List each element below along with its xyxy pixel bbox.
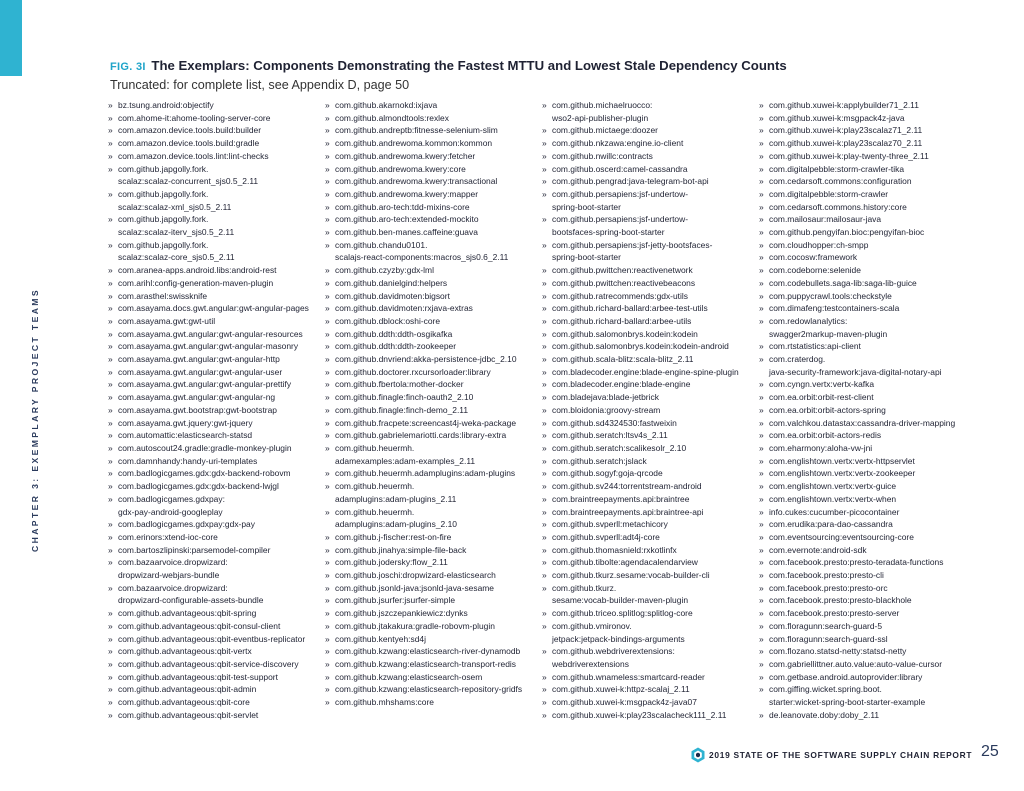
list-item: » com.github.webdriverextensions: webdriverextensions <box>542 645 759 670</box>
list-item: » com.badlogicgames.gdxpay: gdx-pay-android-googleplay <box>108 493 325 518</box>
list-item: » com.mailosaur:mailosaur-java <box>759 213 976 226</box>
list-item: » com.asayama.gwt.bootstrap:gwt-bootstrap <box>108 404 325 417</box>
list-item: » com.github.nwillc:contracts <box>542 150 759 163</box>
report-name: 2019 STATE OF THE SOFTWARE SUPPLY CHAIN REPORT <box>709 750 973 760</box>
list-item: » com.github.chandu0101. scalajs-react-components:macros_sjs0.6_2.11 <box>325 239 542 264</box>
list-item: » com.github.jtakakura:gradle-robovm-plugin <box>325 620 542 633</box>
list-item: » com.github.xuwei-k:applybuilder71_2.11 <box>759 99 976 112</box>
list-item: » com.asayama.gwt.angular:gwt-angular-masonry <box>108 340 325 353</box>
list-item: » com.github.kzwang:elasticsearch-transport-redis <box>325 658 542 671</box>
list-item: » com.ahome-it:ahome-tooling-server-core <box>108 112 325 125</box>
list-item: » com.github.advantageous:qbit-spring <box>108 607 325 620</box>
list-item: » com.github.thomasnield:rxkotlinfx <box>542 544 759 557</box>
list-item: » com.github.davidmoten:rxjava-extras <box>325 302 542 315</box>
list-item: » com.github.vmironov. jetpack:jetpack-bindings-arguments <box>542 620 759 645</box>
list-item: » com.englishtown.vertx:vertx-httpservlet <box>759 455 976 468</box>
list-item: » com.github.finagle:finch-demo_2.11 <box>325 404 542 417</box>
list-item: » com.badlogicgames.gdxpay:gdx-pay <box>108 518 325 531</box>
figure-title-line <box>110 58 984 73</box>
list-item: » com.automattic:elasticsearch-statsd <box>108 429 325 442</box>
list-item: » com.github.persapiens:jsf-jetty-bootsfaces- spring-boot-starter <box>542 239 759 264</box>
list-item: » com.github.xuwei-k:play23scalacheck111_2.11 <box>542 709 759 722</box>
list-item: » com.getbase.android.autoprovider:library <box>759 671 976 684</box>
list-item: » com.github.advantageous:qbit-consul-client <box>108 620 325 633</box>
list-item: » com.bladecoder.engine:blade-engine-spine-plugin <box>542 366 759 379</box>
component-column-2 <box>325 99 542 739</box>
list-item: » com.damnhandy:handy-uri-templates <box>108 455 325 468</box>
list-item: » com.github.tibolte:agendacalendarview <box>542 556 759 569</box>
list-item: » com.facebook.presto:presto-teradata-functions <box>759 556 976 569</box>
list-item: » com.github.seratch:jslack <box>542 455 759 468</box>
list-item: » com.github.kentyeh:sd4j <box>325 633 542 646</box>
list-item: » com.github.persapiens:jsf-undertow- bootsfaces-spring-boot-starter <box>542 213 759 238</box>
list-item: » com.giffing.wicket.spring.boot. starter:wicket-spring-boot-starter-example <box>759 683 976 708</box>
list-item: » com.github.xuwei-k:play23scalaz71_2.11 <box>759 124 976 137</box>
list-item: » com.github.xuwei-k:play23scalaz70_2.11 <box>759 137 976 150</box>
list-item: » com.asayama.gwt.angular:gwt-angular-ng <box>108 391 325 404</box>
list-item: » com.github.gabrielemariotti.cards:library-extra <box>325 429 542 442</box>
list-item: » com.englishtown.vertx:vertx-when <box>759 493 976 506</box>
list-item: » com.flozano.statsd-netty:statsd-netty <box>759 645 976 658</box>
component-list <box>108 99 958 739</box>
list-item: » com.github.ben-manes.caffeine:guava <box>325 226 542 239</box>
list-item: » com.ea.orbit:orbit-rest-client <box>759 391 976 404</box>
figure-subtitle: Truncated: for complete list, see Appendix D, page 50 <box>110 78 410 92</box>
list-item: » com.github.pwittchen:reactivebeacons <box>542 277 759 290</box>
list-item: » com.codebullets.saga-lib:saga-lib-guice <box>759 277 976 290</box>
list-item: » com.amazon.device.tools.build:gradle <box>108 137 325 150</box>
list-item: » com.dimafeng:testcontainers-scala <box>759 302 976 315</box>
list-item: » com.digitalpebble:storm-crawler-tika <box>759 163 976 176</box>
list-item: » com.cocosw:framework <box>759 251 976 264</box>
list-item: » com.github.wnameless:smartcard-reader <box>542 671 759 684</box>
list-item: » com.github.ddth:ddth-osgikafka <box>325 328 542 341</box>
list-item: » com.amazon.device.tools.lint:lint-checks <box>108 150 325 163</box>
list-item: » com.bladejava:blade-jetbrick <box>542 391 759 404</box>
list-item: » com.floragunn:search-guard-ssl <box>759 633 976 646</box>
list-item: » com.github.heuermh. adamplugins:adam-plugins_2.10 <box>325 506 542 531</box>
list-item: » com.redowlanalytics: swagger2markup-maven-plugin <box>759 315 976 340</box>
list-item: » com.digitalpebble:storm-crawler <box>759 188 976 201</box>
list-item: » com.cedarsoft.commons.history:core <box>759 201 976 214</box>
list-item: » com.github.jinahya:simple-file-back <box>325 544 542 557</box>
list-item: » com.facebook.presto:presto-server <box>759 607 976 620</box>
list-item: » com.github.mhshams:core <box>325 696 542 709</box>
list-item: » com.github.richard-ballard:arbee-test-utils <box>542 302 759 315</box>
list-item: » com.github.japgolly.fork. scalaz:scalaz-core_sjs0.5_2.11 <box>108 239 325 264</box>
list-item: » com.github.doctorer.rxcursorloader:library <box>325 366 542 379</box>
list-item: » com.github.heuermh.adamplugins:adam-plugins <box>325 467 542 480</box>
list-item: » com.asayama.gwt.jquery:gwt-jquery <box>108 417 325 430</box>
list-item: » com.github.ddth:ddth-zookeeper <box>325 340 542 353</box>
component-column-1 <box>108 99 325 739</box>
list-item: » com.asayama.gwt.angular:gwt-angular-resources <box>108 328 325 341</box>
list-item: » com.github.advantageous:qbit-servlet <box>108 709 325 722</box>
list-item: » com.bloidonia:groovy-stream <box>542 404 759 417</box>
list-item: » com.github.sd4324530:fastweixin <box>542 417 759 430</box>
list-item: » com.ea.orbit:orbit-actors-redis <box>759 429 976 442</box>
list-item: » com.aranea-apps.android.libs:android-rest <box>108 264 325 277</box>
list-item: » com.github.xuwei-k:play-twenty-three_2.11 <box>759 150 976 163</box>
list-item: » com.github.xuwei-k:httpz-scalaj_2.11 <box>542 683 759 696</box>
list-item: » com.github.akarnokd:ixjava <box>325 99 542 112</box>
list-item: » com.github.aro-tech:tdd-mixins-core <box>325 201 542 214</box>
list-item: » info.cukes:cucumber-picocontainer <box>759 506 976 519</box>
list-item: » com.asayama.gwt.angular:gwt-angular-prettify <box>108 378 325 391</box>
list-item: » com.github.seratch:scalikesolr_2.10 <box>542 442 759 455</box>
list-item: » com.github.aro-tech:extended-mockito <box>325 213 542 226</box>
list-item: » com.bartoszlipinski:parsemodel-compiler <box>108 544 325 557</box>
list-item: » bz.tsung.android:objectify <box>108 99 325 112</box>
list-item: » com.github.advantageous:qbit-test-support <box>108 671 325 684</box>
list-item: » com.github.oscerd:camel-cassandra <box>542 163 759 176</box>
list-item: » com.github.seratch:ltsv4s_2.11 <box>542 429 759 442</box>
list-item: » com.github.jsonld-java:jsonld-java-sesame <box>325 582 542 595</box>
list-item: » com.github.jodersky:flow_2.11 <box>325 556 542 569</box>
list-item: » com.cyngn.vertx:vertx-kafka <box>759 378 976 391</box>
list-item: » com.github.scala-blitz:scala-blitz_2.11 <box>542 353 759 366</box>
list-item: » com.github.advantageous:qbit-core <box>108 696 325 709</box>
list-item: » com.badlogicgames.gdx:gdx-backend-robovm <box>108 467 325 480</box>
list-item: » com.github.advantageous:qbit-eventbus-replicator <box>108 633 325 646</box>
component-column-4 <box>759 99 976 739</box>
list-item: » com.github.andrewoma.kwery:fetcher <box>325 150 542 163</box>
list-item: » com.github.jsurfer:jsurfer-simple <box>325 594 542 607</box>
list-item: » com.github.tkurz. sesame:vocab-builder-maven-plugin <box>542 582 759 607</box>
figure-label: FIG. 3I <box>110 61 146 73</box>
list-item: » com.github.andreptb:fitnesse-selenium-slim <box>325 124 542 137</box>
page-number: 25 <box>981 743 999 760</box>
list-item: » com.cloudhopper:ch-smpp <box>759 239 976 252</box>
list-item: » com.github.svperll:metachicory <box>542 518 759 531</box>
list-item: » com.github.pengyifan.bioc:pengyifan-bioc <box>759 226 976 239</box>
list-item: » com.asayama.gwt.angular:gwt-angular-user <box>108 366 325 379</box>
list-item: » com.github.kzwang:elasticsearch-osem <box>325 671 542 684</box>
list-item: » com.gabriellittner.auto.value:auto-value-cursor <box>759 658 976 671</box>
list-item: » com.github.japgolly.fork. scalaz:scalaz-xml_sjs0.5_2.11 <box>108 188 325 213</box>
list-item: » com.braintreepayments.api:braintree-api <box>542 506 759 519</box>
list-item: » com.floragunn:search-guard-5 <box>759 620 976 633</box>
list-item: » com.bazaarvoice.dropwizard: dropwizard-configurable-assets-bundle <box>108 582 325 607</box>
list-item: » com.facebook.presto:presto-orc <box>759 582 976 595</box>
list-item: » com.eharmony:aloha-vw-jni <box>759 442 976 455</box>
list-item: » com.github.dblock:oshi-core <box>325 315 542 328</box>
list-item: » com.github.finagle:finch-oauth2_2.10 <box>325 391 542 404</box>
list-item: » com.github.tkurz.sesame:vocab-builder-cli <box>542 569 759 582</box>
list-item: » com.github.svperll:adt4j-core <box>542 531 759 544</box>
list-item: » com.github.advantageous:qbit-vertx <box>108 645 325 658</box>
list-item: » com.github.pengrad:java-telegram-bot-api <box>542 175 759 188</box>
list-item: » com.facebook.presto:presto-cli <box>759 569 976 582</box>
list-item: » com.github.sv244:torrentstream-android <box>542 480 759 493</box>
list-item: » de.leanovate.doby:doby_2.11 <box>759 709 976 722</box>
list-item: » com.github.xuwei-k:msgpack4z-java <box>759 112 976 125</box>
list-item: » com.codeborne:selenide <box>759 264 976 277</box>
list-item: » com.github.j-fischer:rest-on-fire <box>325 531 542 544</box>
list-item: » com.github.sogyf:goja-qrcode <box>542 467 759 480</box>
list-item: » com.github.almondtools:rexlex <box>325 112 542 125</box>
list-item: » com.github.triceo.splitlog:splitlog-core <box>542 607 759 620</box>
list-item: » com.github.persapiens:jsf-undertow- spring-boot-starter <box>542 188 759 213</box>
list-item: » com.amazon.device.tools.build:builder <box>108 124 325 137</box>
list-item: » com.github.japgolly.fork. scalaz:scalaz-concurrent_sjs0.5_2.11 <box>108 163 325 188</box>
list-item: » com.ea.orbit:orbit-actors-spring <box>759 404 976 417</box>
list-item: » com.asayama.gwt.angular:gwt-angular-http <box>108 353 325 366</box>
list-item: » com.github.czyzby:gdx-lml <box>325 264 542 277</box>
list-item: » com.englishtown.vertx:vertx-zookeeper <box>759 467 976 480</box>
list-item: » com.github.mictaege:doozer <box>542 124 759 137</box>
list-item: » com.erinors:xtend-ioc-core <box>108 531 325 544</box>
list-item: » com.github.heuermh. adamplugins:adam-plugins_2.11 <box>325 480 542 505</box>
list-item: » com.github.salomonbrys.kodein:kodein <box>542 328 759 341</box>
list-item: » com.github.heuermh. adamexamples:adam-examples_2.11 <box>325 442 542 467</box>
list-item: » com.github.advantageous:qbit-admin <box>108 683 325 696</box>
list-item: » com.github.pwittchen:reactivenetwork <box>542 264 759 277</box>
list-item: » com.badlogicgames.gdx:gdx-backend-lwjgl <box>108 480 325 493</box>
list-item: » com.github.danielgind:helpers <box>325 277 542 290</box>
list-item: » com.braintreepayments.api:braintree <box>542 493 759 506</box>
list-item: » com.bazaarvoice.dropwizard: dropwizard-webjars-bundle <box>108 556 325 581</box>
list-item: » com.github.xuwei-k:msgpack4z-java07 <box>542 696 759 709</box>
component-column-3 <box>542 99 759 739</box>
list-item: » com.github.michaelruocco: wso2-api-publisher-plugin <box>542 99 759 124</box>
list-item: » com.rtstatistics:api-client <box>759 340 976 353</box>
footer <box>691 746 972 764</box>
chapter-label: CHAPTER 3: EXEMPLARY PROJECT TEAMS <box>30 287 40 553</box>
list-item: » com.github.andrewoma.kommon:kommon <box>325 137 542 150</box>
list-item: » com.github.joschi:dropwizard-elasticsearch <box>325 569 542 582</box>
figure-header <box>110 58 984 92</box>
list-item: » com.cedarsoft.commons:configuration <box>759 175 976 188</box>
list-item: » com.github.kzwang:elasticsearch-repository-gridfs <box>325 683 542 696</box>
list-item: » com.facebook.presto:presto-blackhole <box>759 594 976 607</box>
list-item: » com.asayama.gwt:gwt-util <box>108 315 325 328</box>
list-item: » com.github.kzwang:elasticsearch-river-dynamodb <box>325 645 542 658</box>
list-item: » com.github.dnvriend:akka-persistence-jdbc_2.10 <box>325 353 542 366</box>
list-item: » com.github.fbertola:mother-docker <box>325 378 542 391</box>
list-item: » com.github.japgolly.fork. scalaz:scalaz-iterv_sjs0.5_2.11 <box>108 213 325 238</box>
list-item: » com.github.salomonbrys.kodein:kodein-android <box>542 340 759 353</box>
sonatype-hexagon-icon <box>691 747 705 763</box>
list-item: » com.github.andrewoma.kwery:transactional <box>325 175 542 188</box>
list-item: » com.arihl:config-generation-maven-plugin <box>108 277 325 290</box>
list-item: » com.github.nkzawa:engine.io-client <box>542 137 759 150</box>
list-item: » com.github.andrewoma.kwery:mapper <box>325 188 542 201</box>
list-item: » com.valchkou.datastax:cassandra-driver-mapping <box>759 417 976 430</box>
list-item: » com.craterdog. java-security-framework:java-digital-notary-api <box>759 353 976 378</box>
list-item: » com.englishtown.vertx:vertx-guice <box>759 480 976 493</box>
list-item: » com.eventsourcing:eventsourcing-core <box>759 531 976 544</box>
list-item: » com.github.andrewoma.kwery:core <box>325 163 542 176</box>
figure-title: The Exemplars: Components Demonstrating the Fastest MTTU and Lowest Stale Dependency Counts <box>151 58 787 73</box>
list-item: » com.github.advantageous:qbit-service-discovery <box>108 658 325 671</box>
list-item: » com.asayama.docs.gwt.angular:gwt-angular-pages <box>108 302 325 315</box>
list-item: » com.github.richard-ballard:arbee-utils <box>542 315 759 328</box>
list-item: » com.github.ratrecommends:gdx-utils <box>542 290 759 303</box>
list-item: » com.github.fracpete:screencast4j-weka-package <box>325 417 542 430</box>
list-item: » com.autoscout24.gradle:gradle-monkey-plugin <box>108 442 325 455</box>
list-item: » com.puppycrawl.tools:checkstyle <box>759 290 976 303</box>
list-item: » com.evernote:android-sdk <box>759 544 976 557</box>
list-item: » com.github.davidmoten:bigsort <box>325 290 542 303</box>
corner-accent-band <box>0 0 22 76</box>
list-item: » com.arasthel:swissknife <box>108 290 325 303</box>
list-item: » com.github.jszczepankiewicz:dynks <box>325 607 542 620</box>
list-item: » com.erudika:para-dao-cassandra <box>759 518 976 531</box>
list-item: » com.bladecoder.engine:blade-engine <box>542 378 759 391</box>
